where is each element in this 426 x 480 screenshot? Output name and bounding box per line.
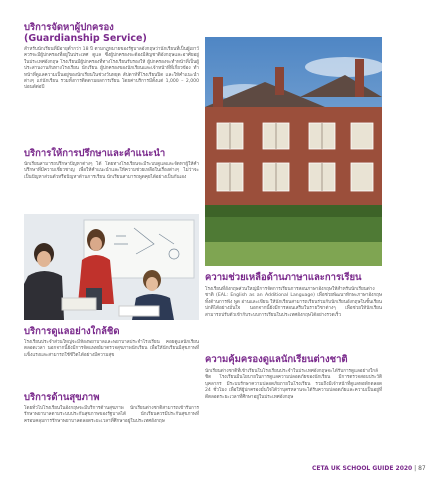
counseling-title: บริการให้การปรึกษาและคำแนะนำ — [24, 148, 166, 159]
footer-brand: CETA UK SCHOOL GUIDE 2020 — [312, 465, 413, 472]
guardianship-title-line1: บริการจัดหาผู้ปกครอง — [24, 22, 114, 33]
health-section — [24, 392, 199, 425]
classroom-photo — [24, 214, 199, 320]
page-footer — [312, 465, 426, 472]
counseling-body: นักเรียนสามารถปรึกษาปัญหาต่างๆ ได้ โดยทางโรงเรียนจะมีระบบดูแลและจัดหาผู้ให้คำปรึกษาที่มีความเชี่ยวชาญ เพื่อให้คำแนะนำและให้ความช่วยเหลือในเรื่องต่างๆ ไม่ว่าจะเป็นปัญหาส่วนตัวหรือปัญหาด้านการเรียน นักเรียนสามารถพูดคุยได้อย่างเป็นกันเอง — [24, 162, 199, 180]
safety-title: ความคุ้มครองดูแลนักเรียนต่างชาติ — [205, 354, 348, 365]
page-number: 87 — [418, 465, 426, 472]
nurse-section — [24, 326, 199, 359]
guardianship-title-line2: (Guardianship Service) — [24, 33, 147, 44]
english-support-body: โรงเรียนที่อังกฤษส่วนใหญ่มีการจัดการเรียนการสอนภาษาอังกฤษให้สำหรับนักเรียนต่างชาติ (EAL: English as an Additional Language) เพื่อช่วยพัฒนาทักษะภาษาอังกฤษ ทั้งด้านการฟัง พูด อ่านและเขียน ให้นักเรียนสามารถเรียนร่วมกับนักเรียนอังกฤษในชั้นเรียนปกติได้อย่างมั่นใจ นอกจากนี้ยังมีการสอนเสริมในรายวิชาต่างๆ เพื่อช่วยให้นักเรียนสามารถปรับตัวเข้ากับระบบการเรียนในประเทศอังกฤษได้อย่างรวดเร็ว — [205, 287, 382, 318]
health-body: โดยทั่วไปโรงเรียนในอังกฤษจะมีบริการด้านสุขภาพ นักเรียนต่างชาติสามารถเข้ารับการรักษาพยาบาลตามระบบประกันสุขภาพของรัฐบาลได้ นักเรียนควรมีประกันสุขภาพที่ครอบคลุมการรักษาพยาบาลตลอดระยะเวลาที่ศึกษาอยู่ในประเทศอังกฤษ — [24, 406, 199, 424]
nurse-title: บริการดูแลอย่างใกล้ชิด — [24, 326, 120, 337]
counseling-section — [24, 148, 199, 181]
english-support-section — [205, 272, 382, 319]
footer-separator: | — [414, 465, 417, 472]
safety-section — [205, 354, 382, 401]
safety-body: นักเรียนต่างชาติที่เข้าเรียนในโรงเรียนประจำในประเทศอังกฤษจะได้รับการดูแลอย่างใกล้ชิด โรงเรียนมีนโยบายในการดูแลความปลอดภัยของนักเรียน มีการตรวจสอบประวัติบุคลากร มีระบบรักษาความปลอดภัยภายในโรงเรียน รวมถึงมีเจ้าหน้าที่ดูแลหอพักตลอด 24 ชั่วโมง เพื่อให้ผู้ปกครองมั่นใจได้ว่าบุตรหลานจะได้รับความปลอดภัยและความเป็นอยู่ที่ดีตลอดระยะเวลาที่ศึกษาอยู่ในประเทศอังกฤษ — [205, 369, 382, 400]
school-building-photo — [205, 37, 382, 266]
guardianship-section — [24, 22, 199, 92]
health-title: บริการด้านสุขภาพ — [24, 392, 100, 403]
nurse-body: โรงเรียนประจำส่วนใหญ่จะมีห้องพยาบาลและพยาบาลประจำโรงเรียน คอยดูแลนักเรียนตลอดเวลา นอกจากนี้ยังมีการจัดแพทย์มาตรวจสุขภาพนักเรียน เพื่อให้นักเรียนมีสุขภาพที่แข็งแรงและสามารถใช้ชีวิตได้อย่างมีความสุข — [24, 340, 199, 358]
english-support-title: ความช่วยเหลือด้านภาษาและการเรียน — [205, 272, 362, 283]
guardianship-body: สำหรับนักเรียนที่มีอายุต่ำกว่า 18 ปี ตามกฎหมายของรัฐบาลอังกฤษว่านักเรียนที่เป็นผู้เยาว์ ควรจะมีผู้ปกครองที่อยู่ในประเทศ ดูแล ซึ่งผู้ปกครองจะต้องมีสัญชาติอังกฤษและอาศัยอยู่ในประเทศอังกฤษ โรงเรียนมีผู้ปกครองที่ทางโรงเรียนรับรองให้ ผู้ปกครองจะทำหน้าที่เป็นผู้ประสานงานกับทางโรงเรียน นักเรียน ผู้ปกครองของนักเรียนและเจ้าหน้าที่ที่เกี่ยวข้อง ทำหน้าที่ดูแลความเป็นอยู่ของนักเรียนในช่วงวันหยุด สัปดาห์ที่โรงเรียนปิด และให้คำแนะนำต่างๆ แก่นักเรียน รวมทั้งการติดตามผลการเรียน โดยค่าบริการมีตั้งแต่ 1,000 – 2,000 ปอนด์ต่อปี — [24, 47, 199, 91]
